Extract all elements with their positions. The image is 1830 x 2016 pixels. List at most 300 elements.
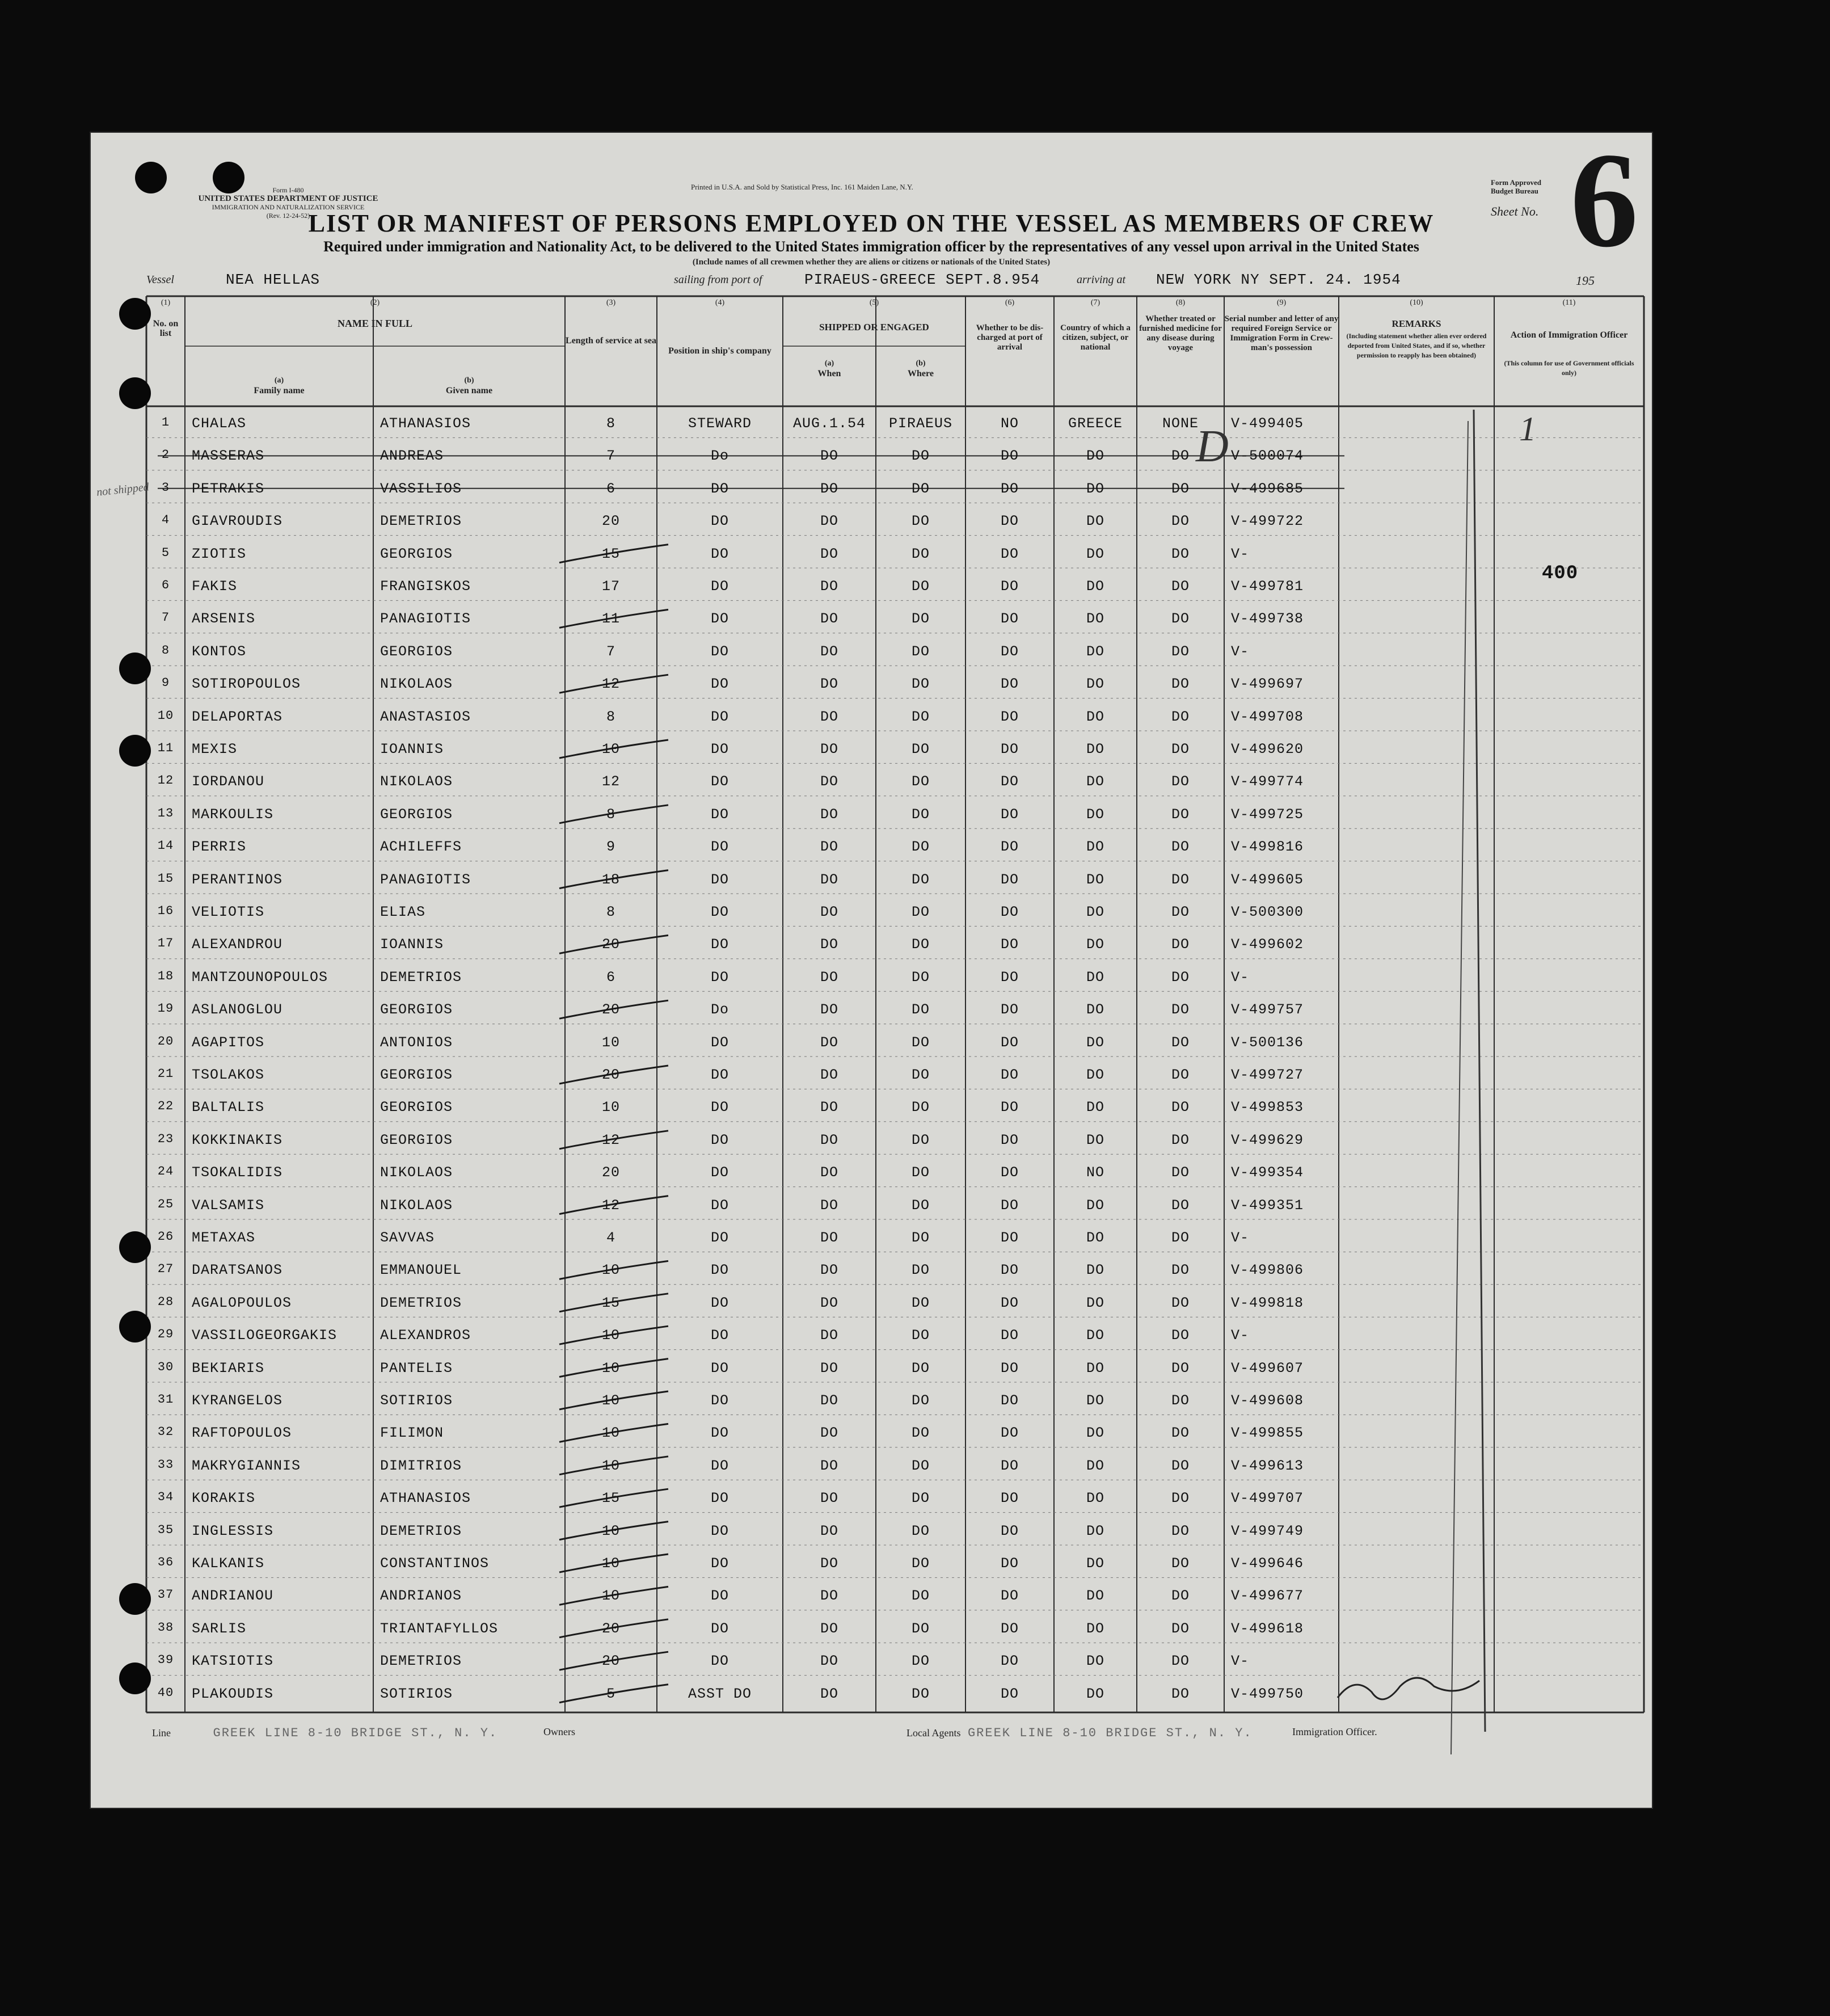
given-name: GEORGIOS	[380, 1099, 453, 1116]
country: DO	[1086, 1555, 1104, 1572]
length-of-service: 8	[606, 415, 615, 432]
family-name: GIAVROUDIS	[192, 513, 283, 530]
family-name: SOTIROPOULOS	[192, 676, 301, 693]
family-name: ANDRIANOU	[192, 1588, 274, 1605]
row-number: 12	[157, 773, 174, 788]
treated: DO	[1171, 480, 1190, 497]
immigration-officer-label: Immigration Officer.	[1292, 1726, 1377, 1737]
country: DO	[1086, 904, 1104, 920]
length-of-service: 10	[601, 1327, 620, 1344]
treated: DO	[1171, 1034, 1190, 1051]
given-name: VASSILIOS	[380, 480, 462, 497]
family-name: FAKIS	[192, 578, 238, 595]
given-name: GEORGIOS	[380, 545, 453, 562]
country: DO	[1086, 741, 1104, 757]
shipped-when: DO	[820, 1294, 838, 1311]
position: DO	[710, 480, 729, 497]
shipped-where: DO	[911, 1555, 930, 1572]
discharged: DO	[1000, 1067, 1019, 1083]
discharged: DO	[1000, 1588, 1019, 1605]
length-of-service: 20	[601, 1001, 620, 1018]
length-of-service: 20	[601, 936, 620, 953]
shipped-where: DO	[911, 1327, 930, 1344]
given-name: SAVVAS	[380, 1230, 435, 1246]
discharged: DO	[1000, 1555, 1019, 1572]
family-name: PETRAKIS	[192, 480, 265, 497]
discharged: DO	[1000, 904, 1019, 920]
row-number: 7	[161, 611, 170, 625]
shipped-where: DO	[911, 643, 930, 660]
family-name: KATSIOTIS	[192, 1653, 274, 1670]
header-no-on-list: No. on list	[153, 319, 179, 338]
row-number: 20	[157, 1034, 174, 1049]
serial-number: V-499620	[1231, 741, 1304, 757]
shipped-where: DO	[911, 969, 930, 986]
page-title: LIST OR MANIFEST OF PERSONS EMPLOYED ON THE VESSEL AS MEMBERS OF CREW	[308, 209, 1435, 237]
row-number: 10	[157, 708, 174, 723]
discharged: DO	[1000, 1425, 1019, 1442]
country: DO	[1086, 1197, 1104, 1214]
given-name: GEORGIOS	[380, 643, 453, 660]
row-number: 8	[161, 643, 170, 658]
serial-number: V-499722	[1231, 513, 1304, 530]
country: NO	[1086, 1164, 1104, 1181]
country: DO	[1086, 1294, 1104, 1311]
country: DO	[1086, 1099, 1104, 1116]
position: DO	[710, 936, 729, 953]
length-of-service: 15	[601, 545, 620, 562]
serial-number: V-499608	[1231, 1392, 1304, 1409]
family-name: ZIOTIS	[192, 545, 247, 562]
treated: DO	[1171, 1327, 1190, 1344]
position: DO	[710, 643, 729, 660]
position: DO	[710, 1099, 729, 1116]
treated: DO	[1171, 1425, 1190, 1442]
shipped-when: DO	[820, 1197, 838, 1214]
punch-hole	[119, 735, 151, 767]
serial-number: V-	[1231, 545, 1250, 562]
shipped-when: DO	[820, 1001, 838, 1018]
row-number: 5	[161, 545, 170, 560]
length-of-service: 10	[601, 1457, 620, 1474]
position: DO	[710, 1588, 729, 1605]
discharged: DO	[1000, 741, 1019, 757]
family-name: KOKKINAKIS	[192, 1131, 283, 1148]
length-of-service: 10	[601, 1099, 620, 1116]
length-of-service: 6	[606, 480, 615, 497]
row-number: 33	[157, 1457, 174, 1472]
family-name: MASSERAS	[192, 448, 265, 465]
given-name: DIMITRIOS	[380, 1457, 462, 1474]
family-name: KORAKIS	[192, 1490, 256, 1507]
shipped-where: DO	[911, 1457, 930, 1474]
length-of-service: 10	[601, 741, 620, 757]
position: DO	[710, 1131, 729, 1148]
family-name: MEXIS	[192, 741, 238, 757]
given-name: DEMETRIOS	[380, 1522, 462, 1539]
vessel-label: Vessel	[146, 273, 174, 286]
margin-note: not shipped	[96, 481, 150, 499]
shipped-when: DO	[820, 1588, 838, 1605]
position: DO	[710, 839, 729, 856]
treated: DO	[1171, 578, 1190, 595]
arrival-port-date: NEW YORK NY SEPT. 24. 1954	[1156, 271, 1401, 288]
remarks-handwritten-mark: D	[1196, 422, 1229, 472]
punch-hole	[135, 162, 167, 193]
given-name: GEORGIOS	[380, 1001, 453, 1018]
country: DO	[1086, 1685, 1104, 1702]
length-of-service: 6	[606, 969, 615, 986]
treated: DO	[1171, 1131, 1190, 1148]
country: DO	[1086, 1425, 1104, 1442]
given-name: NIKOLAOS	[380, 773, 453, 790]
shipped-where: DO	[911, 1392, 930, 1409]
shipped-where: DO	[911, 741, 930, 757]
row-number: 15	[157, 871, 174, 886]
family-name: VASSILOGEORGAKIS	[192, 1327, 338, 1344]
shipped-when: DO	[820, 1685, 838, 1702]
header-given-b: (b)	[464, 376, 474, 385]
shipped-when: DO	[820, 708, 838, 725]
serial-number: V-	[1231, 1327, 1250, 1344]
shipped-when: DO	[820, 676, 838, 693]
length-of-service: 10	[601, 1588, 620, 1605]
sheet-number-label: Sheet No.	[1491, 204, 1539, 218]
discharged: DO	[1000, 1230, 1019, 1246]
row-number: 25	[157, 1197, 174, 1211]
position: DO	[710, 1392, 729, 1409]
length-of-service: 12	[601, 1197, 620, 1214]
shipped-when: DO	[820, 1164, 838, 1181]
shipped-when: DO	[820, 1457, 838, 1474]
treated: DO	[1171, 1001, 1190, 1018]
family-name: TSOLAKOS	[192, 1067, 265, 1083]
given-name: ACHILEFFS	[380, 839, 462, 856]
treated: DO	[1171, 1653, 1190, 1670]
row-number: 2	[161, 448, 170, 462]
action-handwritten-mark: 1	[1519, 410, 1536, 448]
length-of-service: 15	[601, 1294, 620, 1311]
header-action: Action of Immigration Officer	[1510, 330, 1628, 340]
treated: DO	[1171, 871, 1190, 888]
shipped-where: DO	[911, 1067, 930, 1083]
treated: DO	[1171, 1230, 1190, 1246]
row-number: 24	[157, 1164, 174, 1179]
shipped-where: DO	[911, 1294, 930, 1311]
shipped-where: DO	[911, 1197, 930, 1214]
position: ASST DO	[688, 1685, 752, 1702]
treated: DO	[1171, 1067, 1190, 1083]
serial-number: V-499774	[1231, 773, 1304, 790]
given-name: ELIAS	[380, 904, 426, 920]
shipped-where: DO	[911, 1099, 930, 1116]
sailing-label: sailing from port of	[674, 273, 762, 286]
treated: DO	[1171, 1197, 1190, 1214]
position: DO	[710, 1034, 729, 1051]
serial-number: V-499677	[1231, 1588, 1304, 1605]
treated: DO	[1171, 545, 1190, 562]
shipped-when: DO	[820, 1555, 838, 1572]
shipped-when: DO	[820, 839, 838, 856]
length-of-service: 10	[601, 1425, 620, 1442]
serial-number: V-	[1231, 969, 1250, 986]
serial-number: V-499749	[1231, 1522, 1304, 1539]
shipped-where: DO	[911, 1131, 930, 1148]
country: DO	[1086, 676, 1104, 693]
serial-number: V-499853	[1231, 1099, 1304, 1116]
length-of-service: 11	[601, 611, 620, 628]
serial-number: V-499607	[1231, 1360, 1304, 1377]
serial-number: V-499685	[1231, 480, 1304, 497]
header-remarks-note: (Including statement whether alien ever ordered deported from United States, and if so, whether permission to reapply has been obtained)	[1346, 332, 1487, 359]
country: DO	[1086, 448, 1104, 465]
discharged: DO	[1000, 1490, 1019, 1507]
family-name: INGLESSIS	[192, 1522, 274, 1539]
length-of-service: 17	[601, 578, 620, 595]
row-number: 35	[157, 1522, 174, 1537]
treated: DO	[1171, 1294, 1190, 1311]
position: DO	[710, 1457, 729, 1474]
arriving-label: arriving at	[1077, 273, 1126, 286]
country: DO	[1086, 1653, 1104, 1670]
form-number: Form I-480	[272, 186, 304, 194]
treated: DO	[1171, 969, 1190, 986]
column-number: (5)	[869, 298, 879, 307]
treated: DO	[1171, 806, 1190, 823]
given-name: ANDRIANOS	[380, 1588, 462, 1605]
country: DO	[1086, 611, 1104, 628]
discharged: DO	[1000, 871, 1019, 888]
shipped-where: DO	[911, 1001, 930, 1018]
discharged: DO	[1000, 969, 1019, 986]
country: DO	[1086, 1588, 1104, 1605]
action-400-stamp: 400	[1542, 563, 1579, 584]
column-number: (2)	[370, 298, 380, 307]
handwritten-vertical-line	[1474, 410, 1485, 1732]
discharged: DO	[1000, 936, 1019, 953]
position: DO	[710, 871, 729, 888]
shipped-when: DO	[820, 1653, 838, 1670]
treated: DO	[1171, 513, 1190, 530]
discharged: DO	[1000, 1522, 1019, 1539]
discharged: DO	[1000, 1131, 1019, 1148]
given-name: IOANNIS	[380, 936, 444, 953]
length-of-service: 10	[601, 1392, 620, 1409]
family-name: MARKOULIS	[192, 806, 274, 823]
family-name: ARSENIS	[192, 611, 256, 628]
local-agents-label: Local Agents	[906, 1727, 961, 1739]
family-name: CHALAS	[192, 415, 247, 432]
treated: DO	[1171, 448, 1190, 465]
shipped-when: DO	[820, 741, 838, 757]
shipped-where: DO	[911, 1425, 930, 1442]
shipped-when: DO	[820, 871, 838, 888]
discharged: DO	[1000, 611, 1019, 628]
given-name: ATHANASIOS	[380, 1490, 471, 1507]
serial-number: V-	[1231, 1230, 1250, 1246]
serial-number: V-499602	[1231, 936, 1304, 953]
serial-number: V-499725	[1231, 806, 1304, 823]
family-name: SARLIS	[192, 1620, 247, 1637]
length-of-service: 10	[601, 1262, 620, 1279]
country: DO	[1086, 1131, 1104, 1148]
given-name: PANAGIOTIS	[380, 871, 471, 888]
family-name: AGALOPOULOS	[192, 1294, 292, 1311]
row-number: 31	[157, 1392, 174, 1407]
shipped-when: DO	[820, 643, 838, 660]
manifest-sheet	[90, 124, 1653, 1809]
row-number: 37	[157, 1588, 174, 1602]
country: DO	[1086, 578, 1104, 595]
row-number: 38	[157, 1620, 174, 1635]
header-name-in-full: NAME IN FULL	[337, 318, 412, 329]
column-number: (11)	[1562, 298, 1576, 307]
position: DO	[710, 578, 729, 595]
given-name: GEORGIOS	[380, 806, 453, 823]
serial-number: V-	[1231, 1653, 1250, 1670]
shipped-when: DO	[820, 806, 838, 823]
position: DO	[710, 1490, 729, 1507]
serial-number: V-499707	[1231, 1490, 1304, 1507]
row-number: 21	[157, 1067, 174, 1081]
serial-number: V-499757	[1231, 1001, 1304, 1018]
treated: DO	[1171, 1588, 1190, 1605]
port-of-departure: PIRAEUS-GREECE SEPT.8.954	[804, 271, 1040, 288]
length-of-service: 12	[601, 676, 620, 693]
length-of-service: 10	[601, 1522, 620, 1539]
shipped-when: AUG.1.54	[792, 415, 866, 432]
given-name: ANDREAS	[380, 448, 444, 465]
row-number: 34	[157, 1490, 174, 1505]
shipped-when: DO	[820, 1034, 838, 1051]
length-of-service: 10	[601, 1360, 620, 1377]
length-of-service: 15	[601, 1490, 620, 1507]
given-name: DEMETRIOS	[380, 1294, 462, 1311]
length-of-service: 4	[606, 1230, 615, 1246]
country: DO	[1086, 513, 1104, 530]
discharged: DO	[1000, 1360, 1019, 1377]
given-name: GEORGIOS	[380, 1067, 453, 1083]
position: DO	[710, 1197, 729, 1214]
row-number: 1	[161, 415, 170, 430]
country: DO	[1086, 708, 1104, 725]
family-name: BALTALIS	[192, 1099, 265, 1116]
row-number: 30	[157, 1360, 174, 1374]
given-name: FILIMON	[380, 1425, 444, 1442]
service: IMMIGRATION AND NATURALIZATION SERVICE	[212, 203, 365, 211]
row-number: 36	[157, 1555, 174, 1569]
given-name: SOTIRIOS	[380, 1392, 453, 1409]
length-of-service: 12	[601, 1131, 620, 1148]
officer-signature	[1338, 1678, 1479, 1699]
position: DO	[710, 1653, 729, 1670]
shipped-when: DO	[820, 1262, 838, 1279]
header-country: Country of which a citizen, subject, or national	[1060, 323, 1131, 352]
serial-number: V-499697	[1231, 676, 1304, 693]
position: DO	[710, 1620, 729, 1637]
position: Do	[710, 448, 729, 465]
length-of-service: 5	[606, 1685, 615, 1702]
department: UNITED STATES DEPARTMENT OF JUSTICE	[198, 194, 378, 203]
country: DO	[1086, 643, 1104, 660]
treated: DO	[1171, 1685, 1190, 1702]
family-name: PLAKOUDIS	[192, 1685, 274, 1702]
treated: DO	[1171, 1099, 1190, 1116]
country: DO	[1086, 969, 1104, 986]
given-name: IOANNIS	[380, 741, 444, 757]
year-label: 195	[1576, 273, 1595, 288]
serial-number: V-499351	[1231, 1197, 1304, 1214]
country: DO	[1086, 1457, 1104, 1474]
header-treated: Whether treated or furnished medicine for any disease during voyage	[1139, 314, 1222, 352]
column-number: (1)	[161, 298, 171, 307]
column-number: (6)	[1005, 298, 1015, 307]
treated: DO	[1171, 1392, 1190, 1409]
row-number: 32	[157, 1425, 174, 1440]
shipped-where: DO	[911, 1034, 930, 1051]
position: DO	[710, 545, 729, 562]
treated: DO	[1171, 904, 1190, 920]
column-number: (10)	[1410, 298, 1423, 307]
shipped-when: DO	[820, 1490, 838, 1507]
discharged: DO	[1000, 578, 1019, 595]
page-subtitle-note: (Include names of all crewmen whether they are aliens or citizens or nationals of the United States)	[692, 258, 1051, 267]
length-of-service: 20	[601, 1653, 620, 1670]
sheet-number: 6	[1570, 124, 1638, 275]
row-number: 19	[157, 1001, 174, 1016]
shipped-where: DO	[911, 904, 930, 920]
shipped-where: DO	[911, 513, 930, 530]
shipped-where: DO	[911, 611, 930, 628]
shipped-where: PIRAEUS	[888, 415, 953, 432]
row-number: 40	[157, 1685, 174, 1700]
serial-number: V-499629	[1231, 1131, 1304, 1148]
discharged: DO	[1000, 643, 1019, 660]
column-number: (7)	[1090, 298, 1100, 307]
shipped-where: DO	[911, 1230, 930, 1246]
position: DO	[710, 773, 729, 790]
serial-number: V-499750	[1231, 1685, 1304, 1702]
row-number: 18	[157, 969, 174, 983]
country: DO	[1086, 806, 1104, 823]
shipped-where: DO	[911, 1588, 930, 1605]
length-of-service: 20	[601, 1620, 620, 1637]
shipped-where: DO	[911, 839, 930, 856]
shipped-where: DO	[911, 773, 930, 790]
position: DO	[710, 1262, 729, 1279]
shipped-when: DO	[820, 545, 838, 562]
country: DO	[1086, 1067, 1104, 1083]
footer-line	[152, 1726, 497, 1740]
treated: DO	[1171, 773, 1190, 790]
family-name: KYRANGELOS	[192, 1392, 283, 1409]
country: DO	[1086, 545, 1104, 562]
length-of-service: 8	[606, 904, 615, 920]
discharged: DO	[1000, 1457, 1019, 1474]
header-given-name: Given name	[445, 386, 493, 395]
punch-hole	[119, 298, 151, 330]
shipped-where: DO	[911, 1164, 930, 1181]
row-number: 29	[157, 1327, 174, 1342]
shipped-where: DO	[911, 1685, 930, 1702]
serial-number: V-499806	[1231, 1262, 1304, 1279]
family-name: ASLANOGLOU	[192, 1001, 283, 1018]
row-number: 26	[157, 1230, 174, 1244]
country: DO	[1086, 1490, 1104, 1507]
shipped-where: DO	[911, 1620, 930, 1637]
family-name: VALSAMIS	[192, 1197, 265, 1214]
shipped-when: DO	[820, 578, 838, 595]
